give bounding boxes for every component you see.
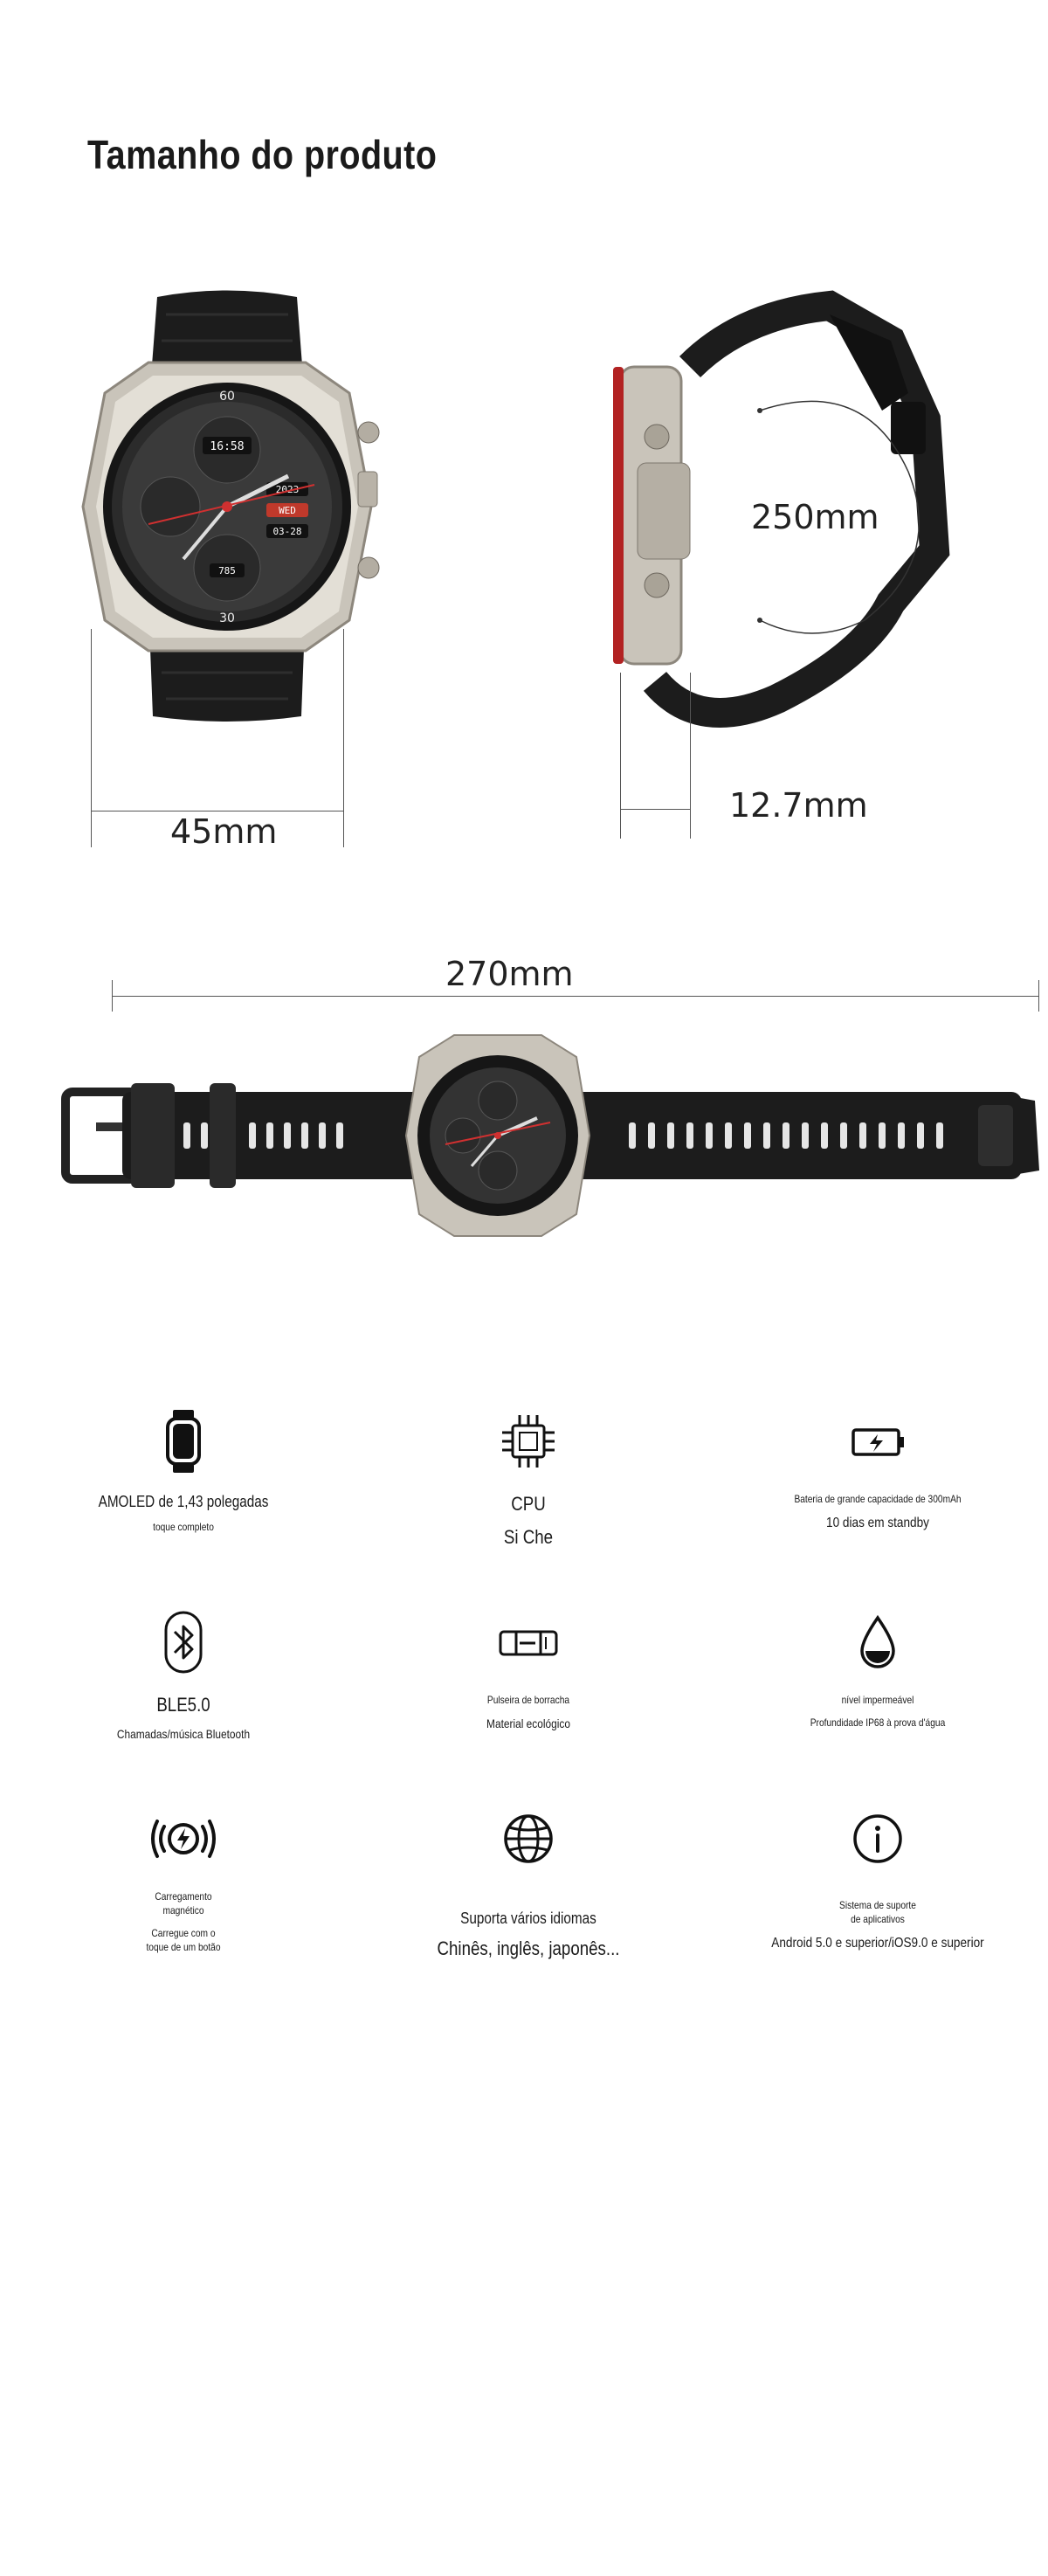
feature-app-support-subtitle: Android 5.0 e superior/iOS9.0 e superior (771, 1936, 984, 1951)
feature-waterproof-title: nível impermeável (841, 1694, 914, 1706)
watch-front-image (52, 280, 402, 734)
feature-battery (703, 1406, 1048, 1532)
magnetic-charging-icon (148, 1804, 218, 1874)
globe-icon (493, 1804, 563, 1874)
feature-strap (354, 1607, 703, 1731)
battery-icon (843, 1406, 913, 1476)
bluetooth-icon (148, 1607, 218, 1677)
watch-date: 03-28 (272, 526, 302, 537)
feature-charging-subtitle: Carregue com o toque de um botão (146, 1927, 221, 1953)
feature-app-support (703, 1804, 1048, 1952)
feature-app-support-title: Sistema de suporte de aplicativos (839, 1899, 916, 1925)
strap-icon (493, 1607, 563, 1677)
cpu-icon (493, 1406, 563, 1476)
page-title: Tamanho do produto (87, 132, 438, 177)
feature-bluetooth-title: BLE5.0 (156, 1694, 210, 1716)
feature-languages-subtitle: Chinês, inglês, japonês... (437, 1937, 620, 1959)
feature-display (9, 1406, 358, 1534)
feature-charging-title: Carregamento magnético (155, 1890, 212, 1916)
info-icon (843, 1804, 913, 1874)
smartwatch-icon (148, 1406, 218, 1476)
feature-bluetooth-subtitle: Chamadas/música Bluetooth (116, 1727, 251, 1741)
feature-display-subtitle: toque completo (153, 1521, 214, 1533)
feature-languages-title: Suporta vários idiomas (460, 1910, 596, 1927)
feature-bluetooth (9, 1607, 358, 1742)
bezel-top-label: 60 (219, 390, 235, 404)
feature-cpu-subtitle: Si Che (503, 1526, 554, 1548)
width-dimension: 45mm (170, 812, 278, 851)
feature-strap-title: Pulseira de borracha (486, 1694, 570, 1706)
thickness-dimension: 12.7mm (729, 786, 868, 825)
feature-waterproof (703, 1607, 1048, 1730)
feature-cpu-title: CPU (511, 1493, 546, 1515)
feature-waterproof-subtitle: Profundidade IP68 à prova d'água (810, 1716, 946, 1729)
watch-steps: 785 (218, 565, 236, 577)
feature-charging (9, 1804, 358, 1954)
watch-weekday: WED (279, 505, 296, 516)
watch-full-strap-image (61, 1031, 1048, 1240)
water-drop-icon (843, 1607, 913, 1677)
circumference-dimension: 250mm (751, 498, 879, 536)
bezel-bottom-label: 30 (219, 611, 235, 625)
watch-time: 16:58 (210, 440, 245, 453)
watch-year: 2023 (275, 484, 300, 495)
feature-battery-title: Bateria de grande capacidade de 300mAh (794, 1493, 962, 1505)
feature-battery-subtitle: 10 dias em standby (826, 1516, 929, 1530)
length-dimension: 270mm (445, 955, 574, 993)
feature-display-title: AMOLED de 1,43 polegadas (98, 1493, 269, 1510)
feature-languages (354, 1804, 703, 1961)
feature-cpu (354, 1406, 703, 1550)
feature-strap-subtitle: Material ecológico (486, 1716, 570, 1730)
